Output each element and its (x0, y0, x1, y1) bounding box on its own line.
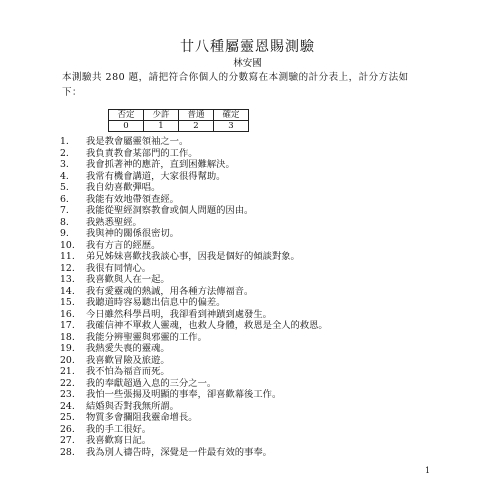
question-item (60, 332, 440, 344)
question-item (60, 274, 440, 286)
question-number: 10. (60, 239, 75, 251)
scoring-scale-table (108, 109, 249, 132)
question-number: 27. (60, 435, 75, 446)
question-item (60, 355, 440, 367)
question-text: 我能分辨聖靈與邪靈的工作。 (86, 331, 207, 343)
question-item (60, 251, 440, 263)
question-number: 18. (60, 331, 75, 343)
question-item (60, 194, 440, 206)
question-item (60, 343, 440, 355)
question-number: 19. (60, 343, 75, 354)
question-text: 我喜歡與人在一起。 (86, 274, 170, 285)
question-text: 我熟悉聖經。 (86, 216, 142, 228)
question-item (60, 182, 440, 194)
question-text: 物質多會攔阻我靈命增長。 (86, 412, 198, 423)
question-number: 21. (60, 366, 75, 377)
question-text: 結婚與否對我無所謂。 (86, 400, 179, 412)
question-number: 8. (60, 216, 69, 228)
question-item (60, 389, 440, 401)
question-number: 4. (60, 170, 69, 182)
scale-header-cell: 確定 (214, 110, 249, 121)
scale-header-cell: 少許 (144, 110, 179, 121)
question-text: 今日雖然科學昌明，我卻看到神蹟到處發生。 (86, 308, 272, 320)
scale-value-cell: 0 (109, 121, 144, 132)
question-text: 我負責教會某部門的工作。 (86, 147, 198, 159)
question-text: 我很有同情心。 (86, 262, 152, 274)
question-text: 我不怕為福音而死。 (86, 366, 170, 377)
question-item (60, 401, 440, 413)
question-item (60, 171, 440, 183)
question-list (60, 136, 440, 458)
question-text: 我的奉獻超過入息的三分之一。 (86, 377, 217, 389)
intro-paragraph: 本測驗共 280 題，請把符合你個人的分數寫在本測驗的計分表上，計分方法如下： (62, 72, 409, 98)
question-text: 我是教會屬靈領袖之一。 (86, 136, 189, 147)
question-item (60, 136, 440, 148)
question-number: 20. (60, 354, 75, 366)
question-number: 14. (60, 285, 75, 297)
question-text: 我能有效地帶領查經。 (86, 193, 179, 205)
scale-value-cell: 3 (214, 121, 249, 132)
page-number: 1 (425, 466, 431, 475)
question-item (60, 217, 440, 229)
question-item (60, 378, 440, 390)
question-item (60, 447, 440, 459)
question-number: 15. (60, 297, 75, 308)
question-text: 我常有機會講道，大家很得幫助。 (86, 170, 226, 182)
question-text: 我為別人禱告時，深覺是一件最有效的事奉。 (86, 446, 272, 458)
question-number: 23. (60, 389, 75, 400)
question-text: 我有愛靈魂的熱誠，用各種方法傳福音。 (86, 285, 254, 297)
question-number: 11. (60, 251, 75, 262)
question-number: 13. (60, 274, 75, 285)
question-item (60, 297, 440, 309)
question-number: 26. (60, 423, 75, 435)
question-item (60, 320, 440, 332)
question-number: 2. (60, 147, 69, 159)
question-number: 7. (60, 205, 69, 216)
question-item (60, 435, 440, 447)
question-number: 24. (60, 400, 75, 412)
question-number: 12. (60, 262, 75, 274)
question-text: 我會抓著神的應許，直到困難解決。 (86, 159, 235, 170)
question-item (60, 148, 440, 160)
question-text: 我怕一些張揚及明顯的事奉，卻喜歡幕後工作。 (86, 389, 282, 400)
scale-value-row (109, 121, 249, 132)
question-number: 16. (60, 308, 75, 320)
question-item (60, 412, 440, 424)
question-item (60, 240, 440, 252)
question-item (60, 205, 440, 217)
page-title: 廿八種屬靈恩賜測驗 (180, 39, 315, 55)
question-text: 我能從聖經洞察教會或個人問題的因由。 (86, 205, 254, 216)
question-item (60, 286, 440, 298)
question-number: 1. (60, 136, 69, 147)
scale-value-cell: 2 (179, 121, 214, 132)
question-text: 我熱愛失喪的靈魂。 (86, 343, 170, 354)
question-text: 我確信神不單救人靈魂，也救人身體，救恩是全人的救恩。 (86, 320, 328, 331)
question-item (60, 228, 440, 240)
question-number: 5. (60, 182, 69, 193)
scale-header-cell: 普通 (179, 110, 214, 121)
question-number: 25. (60, 412, 75, 423)
scale-header-row (109, 110, 249, 121)
scale-value-cell: 1 (144, 121, 179, 132)
question-text: 弟兄姊妹喜歡找我談心事，因我是個好的傾談對象。 (86, 251, 300, 262)
question-item (60, 263, 440, 275)
question-text: 我自幼喜歡彈唱。 (86, 182, 161, 193)
question-number: 28. (60, 446, 75, 458)
question-number: 17. (60, 320, 75, 331)
question-text: 我的手工很好。 (86, 423, 152, 435)
question-text: 我喜歡冒險及旅遊。 (86, 354, 170, 366)
question-item (60, 424, 440, 436)
question-text: 我有方言的經歷。 (86, 239, 161, 251)
question-number: 9. (60, 228, 69, 239)
question-item (60, 159, 440, 171)
question-text: 我與神的關係很密切。 (86, 228, 179, 239)
question-text: 我聽道時容易聽出信息中的偏差。 (86, 297, 226, 308)
question-number: 22. (60, 377, 75, 389)
scale-header-cell: 否定 (109, 110, 144, 121)
question-item (60, 366, 440, 378)
question-number: 6. (60, 193, 69, 205)
author-name: 林安國 (233, 58, 262, 69)
question-number: 3. (60, 159, 69, 170)
question-text: 我喜歡寫日記。 (86, 435, 152, 446)
question-item (60, 309, 440, 321)
